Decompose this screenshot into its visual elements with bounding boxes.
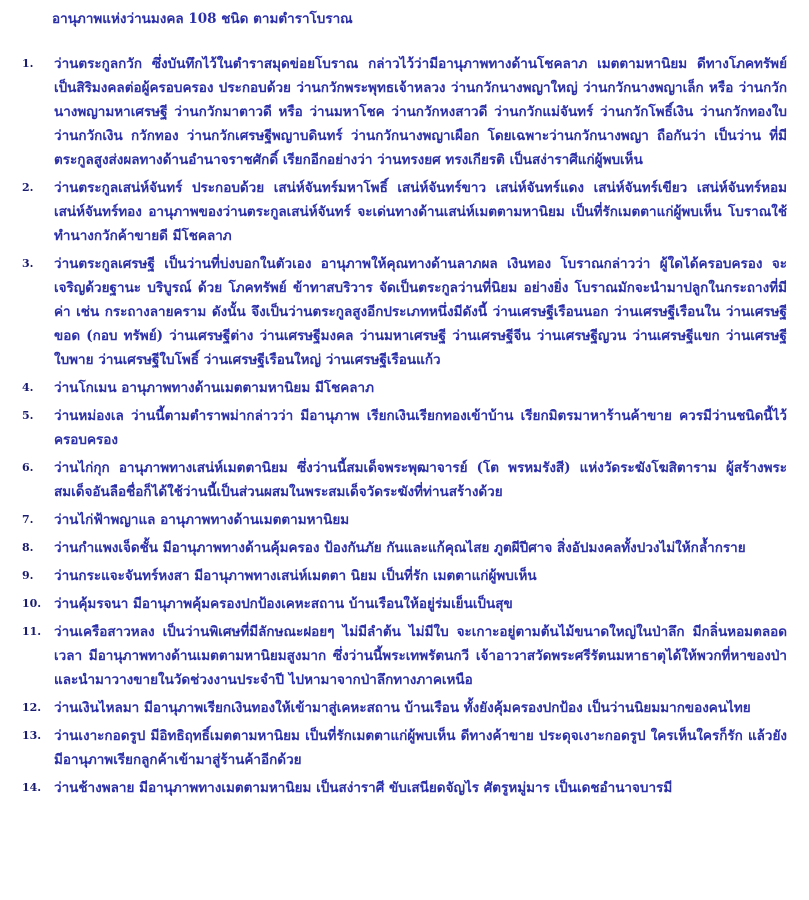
list-item-text: ว่านหม่องเล ว่านนี้ตามตำราพม่ากล่าวว่า มีอานุภาพ เรียกเงินเรียกทองเข้าบ้าน เรียกมิตรมาหาร้านค้าขาย ควรมีว่านชนิดนี้ไว้ครอบครอง xyxy=(54,408,787,448)
list-item-number: 8. xyxy=(22,541,34,554)
list-item-text: ว่านคุ้มรจนา มีอานุภาพคุ้มครองปกป้องเคหะสถาน บ้านเรือนให้อยู่ร่มเย็นเป็นสุข xyxy=(54,596,513,612)
list-item xyxy=(22,564,787,588)
list-item xyxy=(22,776,787,800)
list-item-text: ว่านโกเมน อานุภาพทางด้านเมตตามหานิยม มีโชคลาภ xyxy=(54,380,375,396)
numbered-list xyxy=(22,52,787,800)
list-item-text: ว่านเงาะกอดรูป มีอิทธิฤทธิ์เมตตามหานิยม เป็นที่รักเมตตาแก่ผู้พบเห็น ดีทางค้าขาย ประดุจเงาะกอดรูป ใครเห็นใครก็รัก แล้วยังมีอานุภาพเรียกลูกค้าเข้ามาสู่ร้านค้าอีกด้วย xyxy=(54,728,787,768)
list-item-text: ว่านไก่กุก อานุภาพทางเสน่ห์เมตตานิยม ซึ่งว่านนี้สมเด็จพระพุฒาจารย์ (โต พรหมรังสี) แห่งวัดระฆังโฆสิตาราม ผู้สร้างพระสมเด็จอันลือชื่อก็ได้ใช้ว่านนี้เป็นส่วนผสมในพระสมเด็จวัดระฆังที่ท่านสร้างด้วย xyxy=(54,460,787,500)
list-item-number: 13. xyxy=(22,729,42,742)
list-item-text: ว่านเครือสาวหลง เป็นว่านพิเศษที่มีลักษณะฝอยๆ ไม่มีลำต้น ไม่มีใบ จะเกาะอยู่ตามต้นไม้ขนาดใหญ่ในป่าลึก มีกลิ่นหอมตลอดเวลา มีอานุภาพทางด้านเมตตามหานิยมสูงมาก ซึ่งว่านนี้พระเทพรัตนกวี เจ้าอาวาสวัดพระศรีรัตนมหาธาตุได้ให้พวกที่หาของป่า และนำมาวางขายในวัดช่วงงานประจำปี ไปหามาจากป่าลึกทางภาคเหนือ xyxy=(54,624,787,688)
list-item-text: ว่านกระแจะจันทร์หงสา มีอานุภาพทางเสน่ห์เมตตา นิยม เป็นที่รัก เมตตาแก่ผู้พบเห็น xyxy=(54,568,537,584)
list-item xyxy=(22,620,787,692)
list-item-number: 6. xyxy=(22,461,34,474)
list-item xyxy=(22,456,787,504)
list-item-text: ว่านตระกูลกวัก ซึ่งบันทึกไว้ในตำราสมุดข่อยโบราณ กล่าวไว้ว่ามีอานุภาพทางด้านโชคลาภ เมตตามหานิยม ดีทางโภคทรัพย์ เป็นสิริมงคลต่อผู้ครอบครอง ประกอบด้วย ว่านกวักพระพุทธเจ้าหลวง ว่านกวักนางพญาใหญ่ ว่านกวักนางพญาเล็ก หรือ ว่านกวักนางพญามหาเศรษฐี ว่านกวักมาตาวดี หรือ ว่านมหาโชค ว่านกวักหงสาวดี ว่านกวักแม่จันทร์ ว่านกวักโพธิ์เงิน ว่านกวักทองใบ ว่านกวักเงิน กวักทอง ว่านกวักเศรษฐีพญาบดินทร์ ว่านกวักนางพญาเผือก โดยเฉพาะว่านกวักนางพญา ถือกันว่า เป็นว่าน ที่มีตระกูลสูงส่งผลทางด้านอำนาจราชศักดิ์ เรียกอีกอย่างว่า ว่านทรงยศ ทรงเกียรติ เป็นสง่าราศีแก่ผู้พบเห็น xyxy=(54,56,787,168)
list-item-text: ว่านตระกูลเศรษฐี เป็นว่านที่บ่งบอกในตัวเอง อานุภาพให้คุณทางด้านลาภผล เงินทอง โบราณกล่าวว่า ผู้ใดได้ครอบครอง จะเจริญด้วยฐานะ บริบูรณ์ ด้วย โภคทรัพย์ ข้าทาสบริวาร จัดเป็นตระกูลว่านที่นิยม อย่างยิ่ง โบราณมักจะนำมาปลูกในกระถางที่มีค่า เช่น กระถางลายคราม ดังนั้น จึงเป็นว่านตระกูลสูงอีกประเภทหนึ่งมีดังนี้ ว่านเศรษฐีเรือนนอก ว่านเศรษฐีเรือนใน ว่านเศรษฐีขอด (กอบ ทรัพย์) ว่านเศรษฐีต่าง ว่านเศรษฐีมงคล ว่านมหาเศรษฐี ว่านเศรษฐีจีน ว่านเศรษฐีญวน ว่านเศรษฐีแขก ว่านเศรษฐีใบพาย ว่านเศรษฐีใบโพธิ์ ว่านเศรษฐีเรือนใหญ่ ว่านเศรษฐีเรือนแก้ว xyxy=(54,256,787,368)
list-item-text: ว่านตระกูลเสน่ห์จันทร์ ประกอบด้วย เสน่ห์จันทร์มหาโพธิ์ เสน่ห์จันทร์ขาว เสน่ห์จันทร์แดง เสน่ห์จันทร์เขียว เสน่ห์จันทร์หอม เสน่ห์จันทร์ทอง อานุภาพของว่านตระกูลเสน่ห์จันทร์ จะเด่นทางด้านเสน่ห์เมตตามหานิยม เป็นที่รักเมตตาแก่ผู้พบเห็น โบราณใช้ทำนางกวักค้าขายดี มีโชคลาภ xyxy=(54,180,787,244)
list-item-number: 5. xyxy=(22,409,34,422)
list-item-text: ว่านไก่ฟ้าพญาแล อานุภาพทางด้านเมตตามหานิยม xyxy=(54,512,350,528)
list-item-number: 2. xyxy=(22,181,34,194)
list-item-number: 3. xyxy=(22,257,34,270)
list-item xyxy=(22,536,787,560)
list-item-text: ว่านช้างพลาย มีอานุภาพทางเมตตามหานิยม เป็นสง่าราศี ขับเสนียดจัญไร ศัตรูหมู่มาร เป็นเดชอำนาจบารมี xyxy=(54,780,673,796)
list-item xyxy=(22,176,787,248)
list-item xyxy=(22,376,787,400)
list-item-number: 14. xyxy=(22,781,42,794)
list-item-text: ว่านกำแพงเจ็ดชั้น มีอานุภาพทางด้านคุ้มครอง ป้องกันภัย กันและแก้คุณไสย ภูตผีปีศาจ สิ่งอัปมงคลทั้งปวงไม่ให้กล้ำกราย xyxy=(54,540,746,556)
list-item xyxy=(22,404,787,452)
list-item xyxy=(22,52,787,172)
list-item xyxy=(22,592,787,616)
list-item-text: ว่านเงินไหลมา มีอานุภาพเรียกเงินทองให้เข้ามาสู่เคหะสถาน บ้านเรือน ทั้งยังคุ้มครองปกป้อง เป็นว่านนิยมมากของคนไทย xyxy=(54,700,751,716)
list-item-number: 11. xyxy=(22,625,42,638)
list-item xyxy=(22,252,787,372)
list-item xyxy=(22,508,787,532)
list-item xyxy=(22,696,787,720)
list-item-number: 12. xyxy=(22,701,42,714)
list-item-number: 4. xyxy=(22,381,34,394)
list-item xyxy=(22,724,787,772)
list-item-number: 1. xyxy=(22,57,34,70)
list-item-number: 9. xyxy=(22,569,34,582)
document-title: อานุภาพแห่งว่านมงคล 108 ชนิด ตามตำราโบราณ xyxy=(52,11,353,27)
list-item-number: 7. xyxy=(22,513,34,526)
list-item-number: 10. xyxy=(22,597,42,610)
